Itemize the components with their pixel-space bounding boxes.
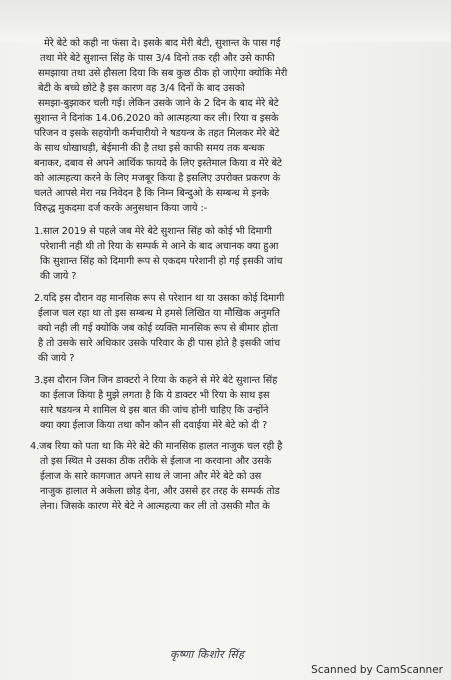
text-line: है तो उसके सारे अधिकार उसके परिवार के ही पास होते है इसकी जांच	[38, 338, 280, 349]
text-line: क्या क्या ईलाज किया तथा कौन कौन सी दवाईया मेरे बेटे को दी ?	[40, 420, 268, 431]
text-line: तो इस स्थित मे उसका ठीक तरीके से ईलाज ना करवाना और उसके	[40, 456, 272, 467]
text-line: को आत्महत्या करने के लिए मजबूर किया है इसलिए उपरोक्त प्रकरण के	[34, 173, 281, 184]
text-line: की जाये ?	[38, 353, 75, 364]
text-line: के साथ धोखाधड़ी, बेईमानी की है तथा इसे काफी समय तक बन्धक	[34, 143, 265, 154]
text-line: की जाये ?	[40, 271, 77, 282]
text-line: मेरे बेटे को कही ना फंसा दे। इसके बाद मेरी बेटी, सुशान्त के पास गई	[44, 38, 281, 49]
text-line: तथा मेरे बेटे सुशान्त सिंह के पास 3/4 दिनो तक रही और उसे काफी	[40, 53, 275, 64]
text-line: बेटी के बच्चे छोटे है इस कारण वह 3/4 दिनों के बाद उसको	[38, 83, 245, 94]
text-line: परिजन व इसके सहयोगी कर्मचारीयो ने षडयन्त्र के तहत मिलकर मेरे बेटे	[34, 128, 280, 139]
text-line: 4.जब रिया को पता था कि मेरे बेटे की मानसिक हालत नाजुक चल रही है	[30, 441, 283, 452]
text-line: क्यो नही ली गई क्योकि जब कोई व्यक्ति मानसिक रूप से बीमार होता	[38, 323, 278, 334]
text-line: ईलाज चल रहा था तो इस सम्बन्ध मे हमसे लिखित या मौखिक अनुमति	[38, 308, 280, 319]
text-line: नाजुक हालात मे अकेला छोड़ देना, और उससे हर तरह के सम्पर्क तोड	[40, 486, 280, 497]
text-line: लेना। जिसके कारण मेरे बेटे ने आत्महत्या कर ली तो उसकी मौत के	[40, 501, 270, 512]
text-line: 2.यदि इस दौरान वह मानसिक रूप से परेशान था या उसका कोई दिमागी	[34, 293, 285, 304]
scanner-watermark: Scanned by CamScanner	[311, 664, 443, 676]
text-line: 3.इस दौरान जिन जिन डाक्टरो ने रिया के कहने से मेरे बेटे सुशान्त सिंह	[34, 375, 278, 386]
text-line: चलते आपसे मेरा नम्र निवेदन है कि निम्न बिन्दुओ के सम्बन्ध मे इनके	[34, 188, 269, 199]
text-line: कि सुशान्त सिंह को दिमागी रूप से एकदम परेशानी हो गई इसकी जांच	[40, 256, 283, 267]
text-line: सुशान्त ने दिनांक 14.06.2020 को आत्महत्या कर ली। रिया व इसके	[34, 113, 279, 124]
text-line: विरुद्ध मुकदमा दर्ज करके अनुसधान किया जाये :-	[34, 203, 208, 214]
text-line: परेशानी नही थी तो रिया के सम्पर्क मे आने के बाद अचानक क्या हुआ	[40, 241, 279, 252]
text-line: समझा-बुझाकर चली गई। लेकिन उसके जाने के 2 दिन के बाद मेरे बेटे	[38, 98, 279, 109]
text-line: समझाया तथा उसे हौसला दिया कि सब कुछ ठीक हो जाऐगा क्योकि मेरी	[38, 68, 288, 79]
text-line: का ईलाज किया है मुझे लगता है कि ये डाक्टर भी रिया के साथ इस	[40, 390, 270, 401]
text-line: 1.साल 2019 से पहले जब मेरे बेटे सुशान्त सिंह को कोई भी दिमागी	[34, 226, 272, 237]
text-line: बनाकर, दबाव से अपने आर्थिक फायदे के लिए इस्तेमाल किया व मेरे बेटे	[34, 158, 282, 169]
text-line: ईलाज के सारे कागजात अपने साथ ले जाना और मेरे बेटे को उस	[40, 471, 262, 482]
text-line: सारे षडयन्त्र मे शामिल थे इस बात की जांच होनी चाहिए कि उन्होंने	[40, 405, 269, 416]
handwritten-signature: कृष्णा किशोर सिंह	[170, 648, 245, 661]
page-top-shadow	[0, 0, 451, 42]
